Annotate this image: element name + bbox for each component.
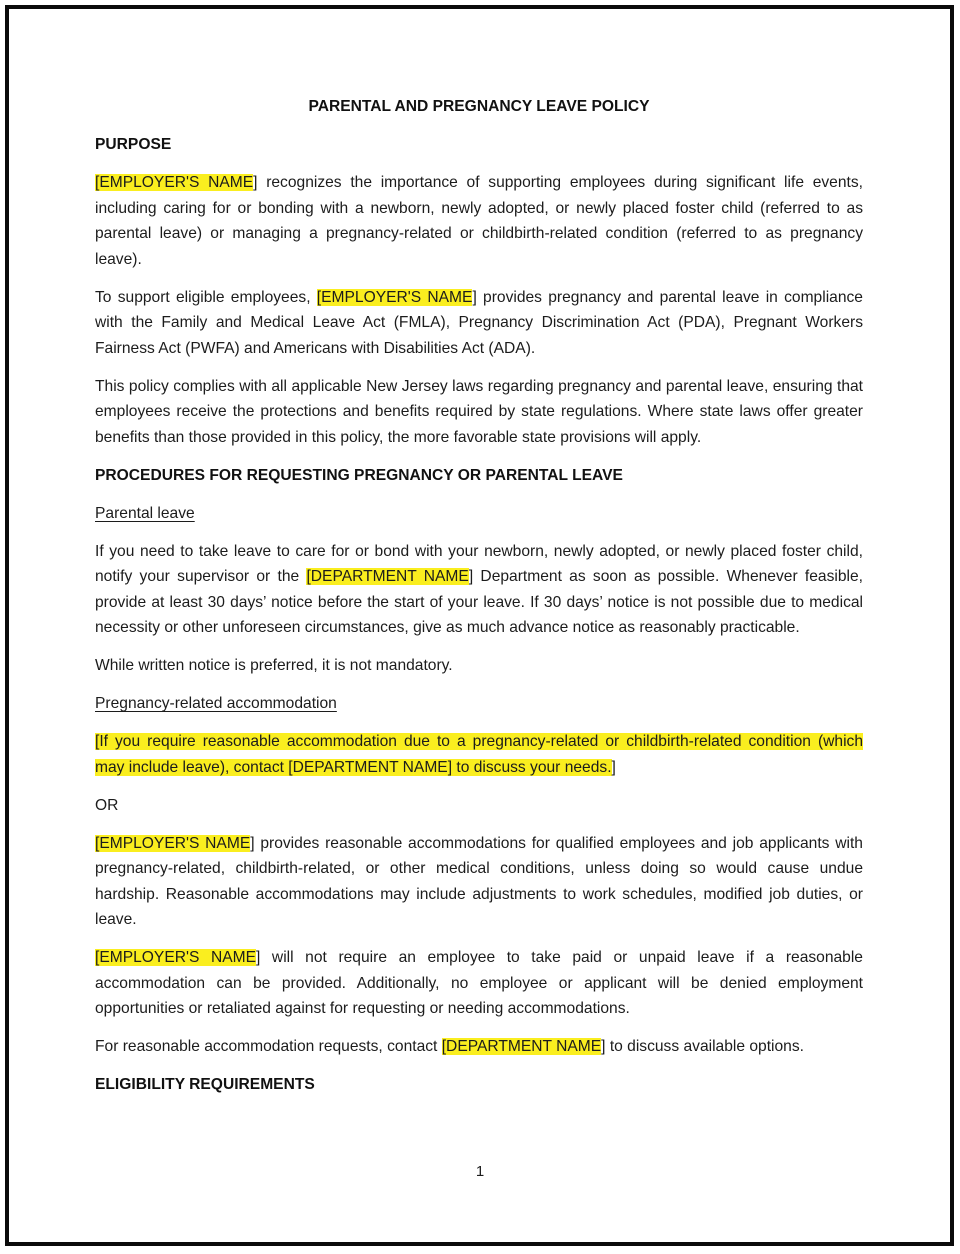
section-heading-procedures: PROCEDURES FOR REQUESTING PREGNANCY OR PARENTAL LEAVE bbox=[95, 466, 623, 484]
page-number: 1 bbox=[475, 1163, 485, 1180]
section-heading-eligibility: ELIGIBILITY REQUIREMENTS bbox=[95, 1076, 315, 1093]
paragraph-purpose bbox=[95, 170, 863, 272]
paragraph-parental-leave-notice bbox=[95, 539, 863, 641]
document-title: PARENTAL AND PREGNANCY LEAVE POLICY bbox=[308, 98, 650, 115]
highlighted-clause: [If you require reasonable accommodation due to a pregnancy-related or childbirth-related condition (which may include leave), contact [DEPARTMENT NAME] to discuss your needs. bbox=[95, 733, 863, 776]
document-body bbox=[95, 0, 863, 1110]
paragraph-text: ] to discuss available options. bbox=[601, 1038, 804, 1055]
employer-name-placeholder: [EMPLOYER'S NAME bbox=[316, 288, 473, 306]
paragraph-text: For reasonable accommodation requests, contact bbox=[95, 1038, 442, 1055]
employer-name-placeholder: [EMPLOYER'S NAME bbox=[95, 834, 251, 852]
paragraph-written-notice bbox=[95, 653, 863, 679]
paragraph-text: This policy complies with all applicable New Jersey laws regarding pregnancy and parental leave, ensuring that employees receive the protections and benefits required by state regulations. Where state laws offer greater benefits than those provided in this policy, the more favorable state provisions will apply. bbox=[95, 377, 863, 446]
paragraph-text: ] provides pregnancy and parental leave in compliance with the Family and Medical Leave Act (FMLA), Pregnancy Discrimination Act (PDA), Pregnant Workers Fairness Act (PWFA) and Americans with Disabilities Act (ADA). bbox=[95, 288, 863, 357]
paragraph-compliance bbox=[95, 285, 863, 362]
paragraph-text: ] recognizes the importance of supporting employees during significant life events, including caring for or bonding with a newborn, newly adopted, or newly placed foster child (referred to as parental leave) or managing a pregnancy-related or childbirth-related condition (referred to as pregnancy leave). bbox=[95, 174, 863, 268]
paragraph-text: ] bbox=[611, 758, 616, 776]
paragraph-new-jersey-laws bbox=[95, 374, 863, 451]
employer-name-placeholder: [EMPLOYER'S NAME bbox=[95, 949, 257, 966]
employer-name-placeholder: [EMPLOYER'S NAME bbox=[95, 174, 254, 191]
paragraph-text: ] Department as soon as possible. Whenever feasible, provide at least 30 days’ notice before the start of your leave. If 30 days’ notice is not possible due to medical necessity or other unforeseen circumstances, give as much advance notice as reasonably practicable. bbox=[95, 568, 863, 636]
paragraph-no-forced-leave bbox=[95, 945, 863, 1022]
paragraph-accommodation-option-1 bbox=[95, 729, 863, 780]
subheading-parental-leave: Parental leave bbox=[95, 504, 195, 522]
department-name-placeholder: [DEPARTMENT NAME bbox=[306, 568, 469, 585]
paragraph-text: ] provides reasonable accommodations for qualified employees and job applicants with pregnancy-related, childbirth-related, or other medical conditions, unless doing so would cause undue hardship. Reasonable accommodations may include adjustments to work schedules, modified job duties, or leave. bbox=[95, 834, 863, 928]
paragraph-text: While written notice is preferred, it is not mandatory. bbox=[95, 657, 453, 674]
section-heading-purpose: PURPOSE bbox=[95, 136, 172, 153]
subheading-pregnancy-accommodation: Pregnancy-related accommodation bbox=[95, 695, 337, 712]
paragraph-text: To support eligible employees, bbox=[95, 288, 317, 306]
department-name-placeholder: [DEPARTMENT NAME bbox=[441, 1038, 602, 1055]
paragraph-accommodation-requests bbox=[95, 1034, 863, 1060]
or-separator: OR bbox=[95, 796, 119, 814]
paragraph-accommodation-option-2 bbox=[95, 831, 863, 933]
paragraph-text: If you need to take leave to care for or bond with your newborn, newly adopted, or newly placed foster child, notify your supervisor or the bbox=[95, 542, 863, 585]
paragraph-text: ] will not require an employee to take paid or unpaid leave if a reasonable accommodation can be provided. Additionally, no employee or applicant will be denied employment opportunities or retaliated against for requesting or needing accommodations. bbox=[95, 949, 863, 1017]
